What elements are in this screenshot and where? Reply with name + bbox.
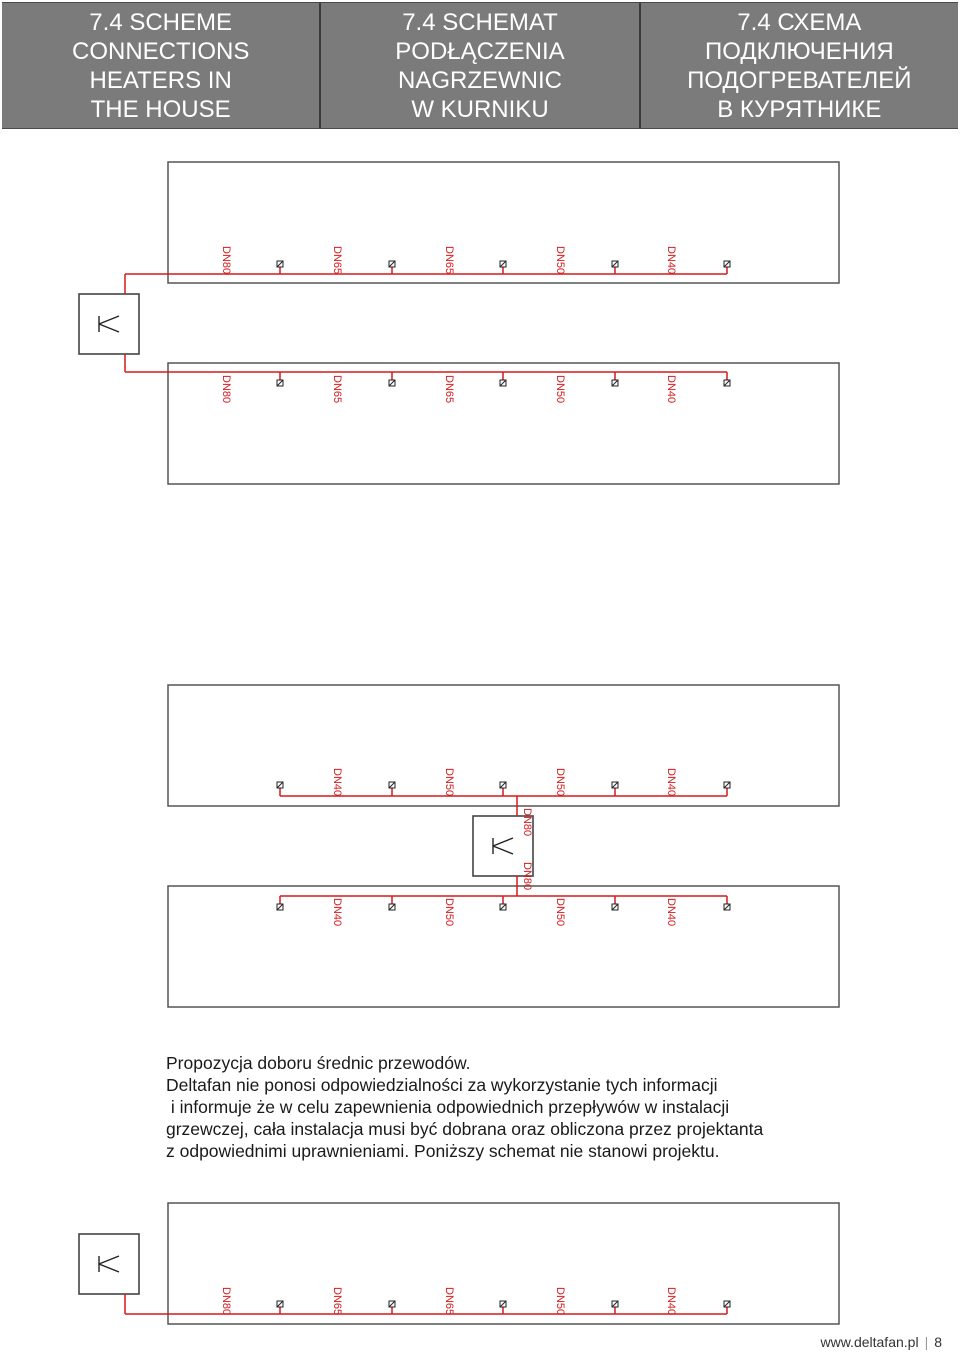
pipe-diameter-label: DN50 <box>554 1287 567 1316</box>
footer: www.deltafan.pl | 8 <box>820 1334 942 1350</box>
website-link[interactable]: www.deltafan.pl <box>820 1334 919 1350</box>
valve-icon <box>500 261 506 267</box>
pipe-diameter-label: DN65 <box>443 375 456 404</box>
valve-icon <box>277 904 283 910</box>
pipe-diameter-label: DN80 <box>220 246 233 275</box>
valve-icon <box>612 1301 618 1307</box>
valve-icon <box>389 1301 395 1307</box>
valve-icon <box>500 380 506 386</box>
valve-icon <box>724 782 730 788</box>
pipe-diameter-label: DN80 <box>220 1287 233 1316</box>
valve-icon <box>389 904 395 910</box>
header-title-ru: 7.4 СХЕМА ПОДКЛЮЧЕНИЯ ПОДОГРЕВАТЕЛЕЙ В КУРЯТНИКЕ <box>639 3 958 128</box>
valve-icon <box>277 1301 283 1307</box>
valve-icon <box>389 782 395 788</box>
pipe-diameter-label: DN40 <box>665 1287 678 1316</box>
valve-icon <box>724 1301 730 1307</box>
valve-icon <box>389 261 395 267</box>
note-line: grzewczej, cała instalacja musi być dobrana oraz obliczona przez projektanta <box>166 1119 764 1139</box>
pipe-diameter-label: DN50 <box>554 768 567 797</box>
pipe-diameter-label: DN40 <box>665 768 678 797</box>
valve-icon <box>724 380 730 386</box>
pipe-diameter-label: DN80 <box>521 808 534 837</box>
pipe-diameter-label: DN50 <box>443 768 456 797</box>
pipe-diameter-label: DN65 <box>331 246 344 275</box>
pipe-diameter-label: DN65 <box>443 246 456 275</box>
valve-icon <box>612 380 618 386</box>
page-number: 8 <box>934 1334 942 1350</box>
valve-icon <box>612 904 618 910</box>
valve-icon <box>500 904 506 910</box>
pipe-diameter-label: DN50 <box>554 375 567 404</box>
valve-icon <box>612 782 618 788</box>
pipe-diameter-label: DN40 <box>665 375 678 404</box>
header-title-en: 7.4 SCHEME CONNECTIONS HEATERS IN THE HOUSE <box>71 8 250 123</box>
pipe-diameter-label: DN80 <box>521 862 534 891</box>
pipe-diameter-label: DN65 <box>331 375 344 404</box>
pipe-diameter-label: DN50 <box>554 898 567 927</box>
pipe-diameter-label: DN40 <box>331 768 344 797</box>
valve-icon <box>500 782 506 788</box>
disclaimer-note <box>166 1052 866 1162</box>
valve-icon <box>612 261 618 267</box>
note-line: z odpowiednimi uprawnieniami. Poniższy schemat nie stanowi projektu. <box>166 1141 720 1161</box>
pipe-diameter-label: DN50 <box>554 246 567 275</box>
pipe-diameter-label: DN50 <box>443 898 456 927</box>
note-line: i informuje że w celu zapewnienia odpowiednich przepływów w instalacji <box>166 1097 730 1117</box>
valve-icon <box>724 904 730 910</box>
note-line: Deltafan nie ponosi odpowiedzialności za wykorzystanie tych informacji <box>166 1075 718 1095</box>
valve-icon <box>277 380 283 386</box>
heater-box <box>79 294 139 354</box>
pipe-diameter-label: DN40 <box>665 246 678 275</box>
note-line: Propozycja doboru średnic przewodów. <box>166 1053 471 1073</box>
pipe-diameter-label: DN80 <box>220 375 233 404</box>
pipe-diameter-label: DN40 <box>331 898 344 927</box>
valve-icon <box>277 261 283 267</box>
valve-icon <box>277 782 283 788</box>
header-title-pl: 7.4 SCHEMAT PODŁĄCZENIA NAGRZEWNIC W KURNIKU <box>319 3 638 128</box>
pipe-diameter-label: DN65 <box>443 1287 456 1316</box>
heater-box <box>79 1234 139 1294</box>
valve-icon <box>724 261 730 267</box>
pipe-diameter-label: DN65 <box>331 1287 344 1316</box>
valve-icon <box>500 1301 506 1307</box>
pipe-diameter-label: DN40 <box>665 898 678 927</box>
valve-icon <box>389 380 395 386</box>
